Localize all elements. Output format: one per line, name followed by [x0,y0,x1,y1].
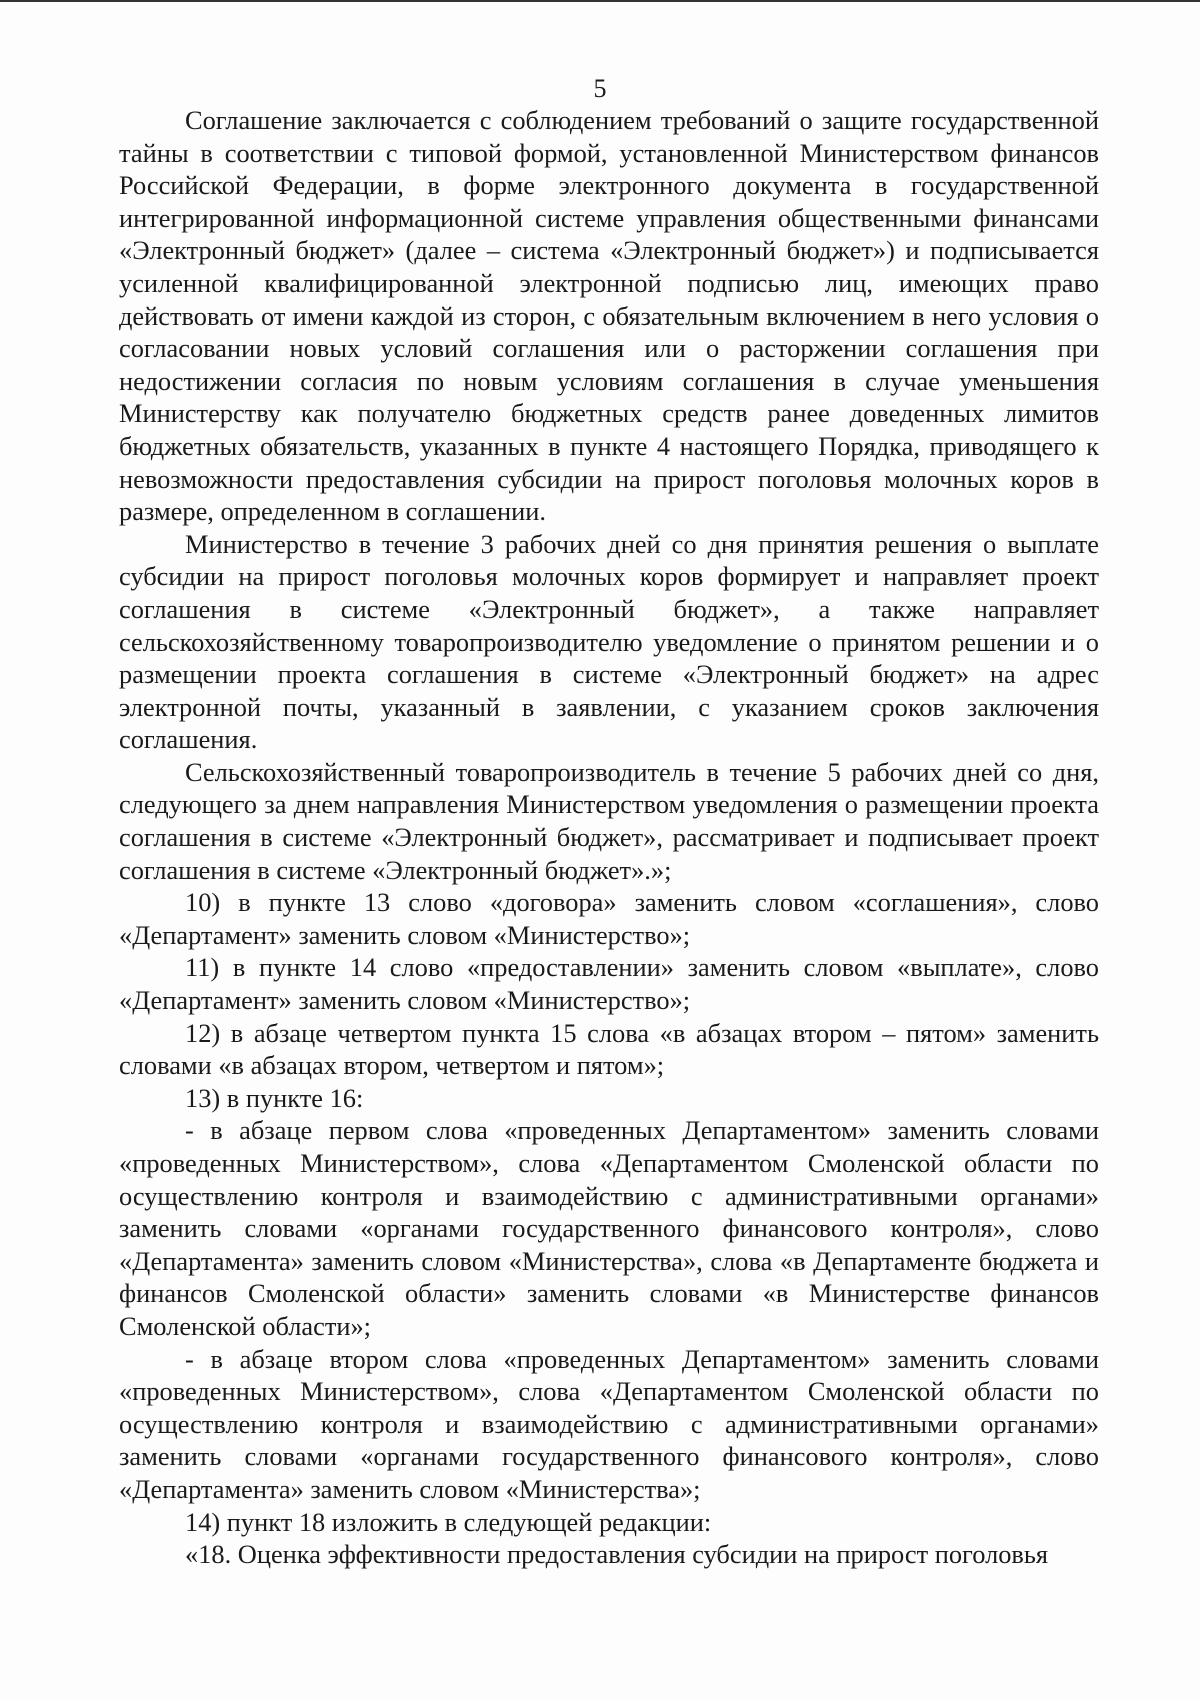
scan-top-edge [0,0,1200,6]
paragraph-producer-signing: Сельскохозяйственный товаропроизводитель в течение 5 рабочих дней со дня, следующего за днем направления Министерством уведомления о размещении проекта соглашения в системе «Электронный бюджет», рассматривает и подписывает проект соглашения в системе «Электронный бюджет».»; [119,756,1099,885]
page-number: 5 [593,74,607,103]
paragraph-item-12: 12) в абзаце четвертом пункта 15 слова «в абзацах втором – пятом» заменить словами «в абзацах втором, четвертом и пятом»; [119,1017,1099,1081]
paragraph-item-10: 10) в пункте 13 слово «договора» заменить словом «соглашения», слово «Департамент» заменить словом «Министерство»; [119,887,1099,950]
paragraph-item-18-start: «18. Оценка эффективности предоставления субсидии на прирост поголовья [185,1539,1049,1570]
paragraph-item-11: 11) в пункте 14 слово «предоставлении» заменить словом «выплате», слово «Департамент» заменить словом «Министерство»; [119,952,1099,1016]
document-body [119,104,1099,1571]
paragraph-item-13-first: - в абзаце первом слова «проведенных Департаментом» заменить словами «проведенных Министерством», слова «Департаментом Смоленской области по осуществлению контроля и взаимодействию с административными органами» заменить словами «органами государственного финансового контроля», слово «Департамента» заменить словом «Министерства», слова «в Департаменте бюджета и финансов Смоленской области» заменить словами «в Министерстве финансов Смоленской области»; [119,1115,1099,1341]
paragraph-agreement-terms: Соглашение заключается с соблюдением требований о защите государственной тайны в соответствии с типовой формой, установленной Министерством финансов Российской Федерации, в форме электронного документа в государственной интегрированной информационной системе управления общественными финансами «Электронный бюджет» (далее – система «Электронный бюджет») и подписывается усиленной квалифицированной электронной подписью лиц, имеющих право действовать от имени каждой из сторон, с обязательным включением в него условия о согласовании новых условий соглашения или о расторжении соглашения при недостижении согласия по новым условиям соглашения в случае уменьшения Министерству как получателю бюджетных средств ранее доведенных лимитов бюджетных обязательств, указанных в пункте 4 настоящего Порядка, приводящего к невозможности предоставления субсидии на прирост поголовья молочных коров в размере, определенном в соглашении. [119,105,1099,527]
paragraph-item-13: 13) в пункте 16: [185,1082,364,1113]
paragraph-ministry-deadline: Министерство в течение 3 рабочих дней со дня принятия решения о выплате субсидии на прирост поголовья молочных коров формирует и направляет проект соглашения в системе «Электронный бюджет», а также направляет сельскохозяйственному товаропроизводителю уведомление о принятом решении и о размещении проекта соглашения в системе «Электронный бюджет» на адрес электронной почты, указанный в заявлении, с указанием сроков заключения соглашения. [119,528,1099,755]
paragraph-item-14: 14) пункт 18 изложить в следующей редакции: [185,1506,712,1537]
paragraph-item-13-second: - в абзаце втором слова «проведенных Департаментом» заменить словами «проведенных Министерством», слова «Департаментом Смоленской области по осуществлению контроля и взаимодействию с административными органами» заменить словами «органами государственного финансового контроля», слово «Департамента» заменить словом «Министерства»; [119,1343,1099,1504]
